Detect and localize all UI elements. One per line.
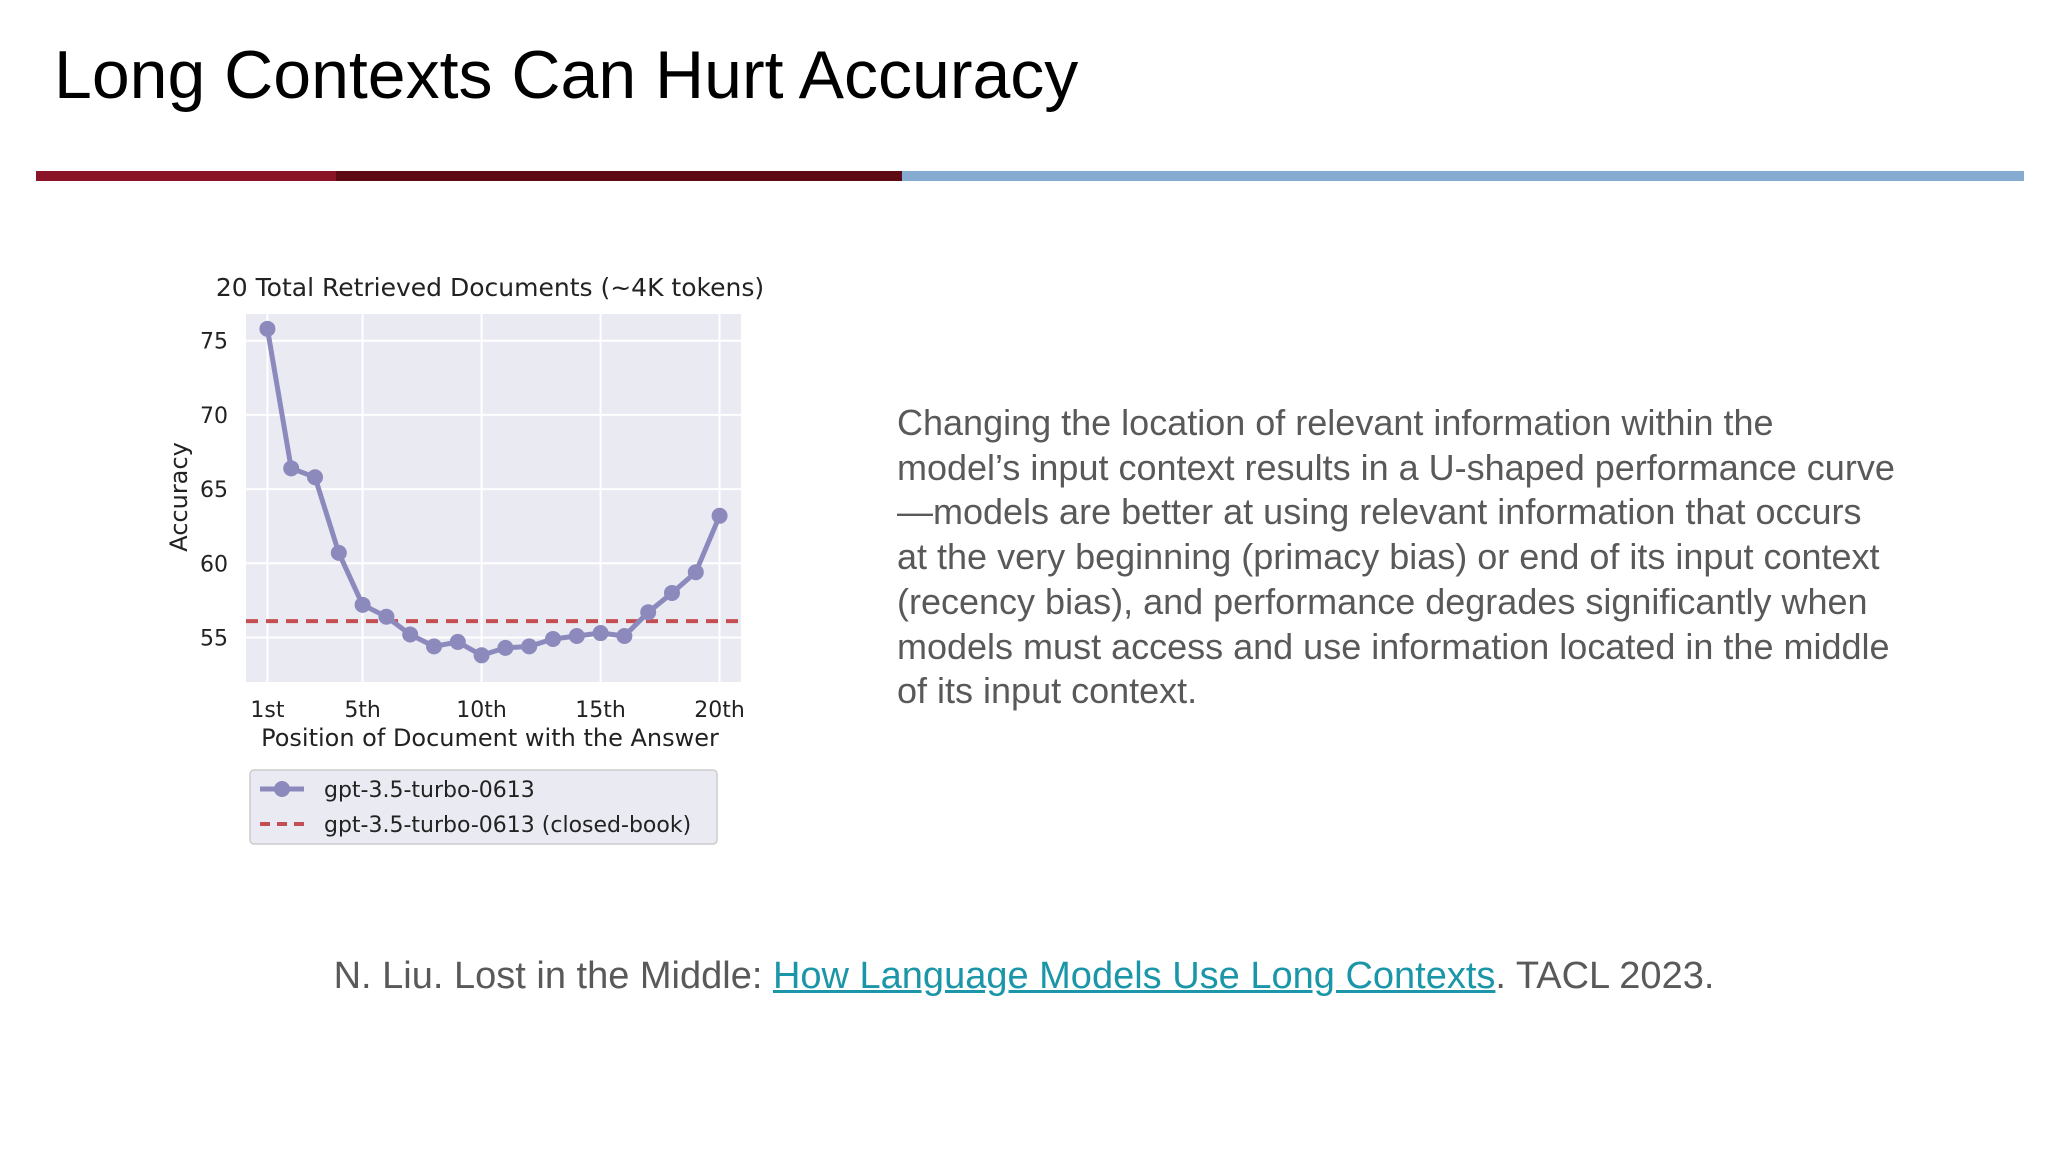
data-point	[378, 609, 394, 625]
x-tick-label: 20th	[694, 698, 745, 723]
accent-bar-red	[36, 171, 336, 181]
data-point	[402, 627, 418, 643]
y-tick-label: 70	[200, 403, 228, 429]
x-tick-label: 1st	[250, 698, 285, 723]
data-point	[569, 628, 585, 644]
data-point	[283, 460, 299, 476]
data-point	[331, 545, 347, 561]
x-tick-label: 5th	[344, 698, 381, 723]
data-point	[521, 638, 537, 654]
data-point	[545, 631, 561, 647]
legend-series-marker	[274, 781, 290, 797]
chart-ylabel: Accuracy	[165, 442, 193, 552]
data-point	[450, 634, 466, 650]
data-point	[593, 625, 609, 641]
data-point	[688, 564, 704, 580]
chart-legend	[250, 770, 717, 844]
chart-xlabel: Position of Document with the Answer	[261, 724, 719, 752]
paper-link[interactable]: How Language Models Use Long Contexts	[772, 955, 1496, 997]
data-point	[355, 597, 371, 613]
data-point	[640, 604, 656, 620]
data-point	[616, 628, 632, 644]
accent-bar-blue	[902, 171, 2024, 181]
x-tick-label: 10th	[456, 698, 507, 723]
chart-title: 20 Total Retrieved Documents (~4K tokens)	[215, 273, 765, 302]
legend-baseline-label: gpt-3.5-turbo-0613 (closed-book)	[324, 813, 692, 838]
y-tick-label: 55	[200, 626, 228, 652]
data-point	[426, 638, 442, 654]
citation-suffix: . TACL 2023.	[1495, 955, 1715, 997]
citation	[0, 955, 2048, 998]
citation-prefix: N. Liu. Lost in the Middle:	[333, 955, 773, 997]
x-tick-label: 15th	[575, 698, 626, 723]
y-tick-label: 65	[200, 478, 228, 504]
data-point	[664, 585, 680, 601]
data-point	[307, 469, 323, 485]
y-tick-label: 60	[200, 552, 228, 578]
data-point	[474, 647, 490, 663]
slide-description: Changing the location of relevant information within the model’s input context results in a U-shaped performance curve—models are better at using relevant information that occurs at the very beginning (primacy bias) or end of its input context (recency bias), and performance degrades significantly when models must access and use information located in the middle of its input context.	[897, 402, 1895, 712]
accent-bar-dark-red	[336, 171, 902, 181]
data-point	[259, 321, 275, 337]
accuracy-chart	[150, 270, 770, 860]
data-point	[497, 640, 513, 656]
y-tick-label: 75	[200, 329, 228, 355]
slide-title: Long Contexts Can Hurt Accuracy	[54, 37, 1079, 113]
data-point	[712, 508, 728, 524]
legend-series-label: gpt-3.5-turbo-0613	[324, 778, 535, 803]
